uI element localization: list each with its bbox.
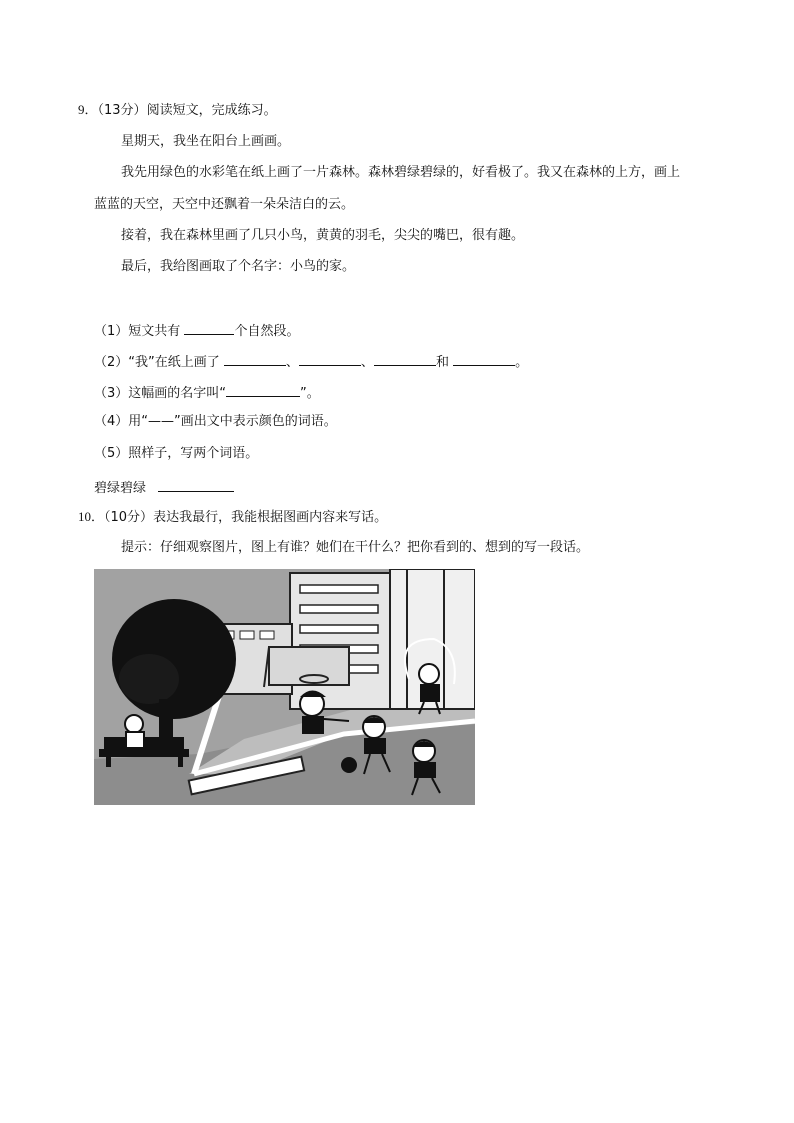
sub-question-4-text: 用“——”画出文中表示颜色的词语。 [128, 414, 337, 429]
separator-3: 和 [435, 355, 449, 370]
example-word: 碧绿碧绿 [94, 481, 147, 496]
sub-question-1 [94, 320, 299, 341]
answer-blank-example[interactable] [158, 477, 234, 492]
sub-question-3 [94, 382, 320, 403]
sub-question-1-number: （1） [94, 324, 129, 339]
answer-blank-item-4[interactable] [453, 351, 515, 366]
sub-question-3-text-before: 这幅画的名字叫“ [128, 386, 227, 401]
passage-paragraph-2-line-2: 蓝蓝的天空，天空中还飘着一朵朵洁白的云。 [94, 197, 355, 212]
sub-question-1-text-before: 短文共有 [128, 324, 181, 339]
answer-blank-item-1[interactable] [224, 351, 286, 366]
sub-question-3-text-after: ”。 [300, 386, 320, 401]
sub-question-5-number: （5） [94, 446, 129, 461]
q10-heading [78, 508, 387, 527]
sub-question-4 [94, 413, 337, 431]
answer-blank-item-3[interactable] [374, 351, 436, 366]
passage-paragraph-4: 最后，我给图画取了个名字：小鸟的家。 [121, 259, 356, 274]
q10-hint: 提示：仔细观察图片，图上有谁？她们在干什么？把你看到的、想到的写一段话。 [121, 540, 590, 555]
answer-blank-item-2[interactable] [299, 351, 361, 366]
example-row [94, 477, 234, 498]
answer-blank-paragraph-count[interactable] [184, 320, 234, 335]
q9-heading [78, 101, 277, 120]
sub-question-2-end: 。 [515, 355, 529, 370]
passage-paragraph-3: 接着，我在森林里画了几只小鸟，黄黄的羽毛，尖尖的嘴巴，很有趣。 [121, 228, 525, 243]
q9-number: 9． [78, 102, 98, 117]
sub-question-5-text: 照样子，写两个词语。 [128, 446, 259, 461]
separator-2: 、 [360, 355, 374, 370]
sub-question-3-number: （3） [94, 386, 129, 401]
q10-score: （10分） [104, 510, 154, 525]
q9-score: （13分） [97, 103, 147, 118]
sub-question-2-number: （2） [94, 355, 129, 370]
passage-paragraph-2-line-1: 我先用绿色的水彩笔在纸上画了一片森林。森林碧绿碧绿的，好看极了。我又在森林的上方，画上 [121, 165, 681, 180]
separator-1: 、 [285, 355, 299, 370]
sub-question-4-number: （4） [94, 414, 129, 429]
passage-paragraph-1: 星期天，我坐在阳台上画画。 [121, 134, 291, 149]
sub-question-1-text-after: 个自然段。 [234, 324, 300, 339]
q10-number: 10． [78, 509, 105, 524]
q10-instruction: 表达我最行，我能根据图画内容来写话。 [153, 510, 388, 525]
schoolyard-illustration [94, 569, 475, 805]
answer-blank-title[interactable] [226, 382, 300, 397]
sub-question-2 [94, 351, 528, 372]
sub-question-2-text-before: “我”在纸上画了 [128, 355, 220, 370]
q9-instruction: 阅读短文，完成练习。 [146, 103, 277, 118]
sub-question-5 [94, 445, 258, 463]
